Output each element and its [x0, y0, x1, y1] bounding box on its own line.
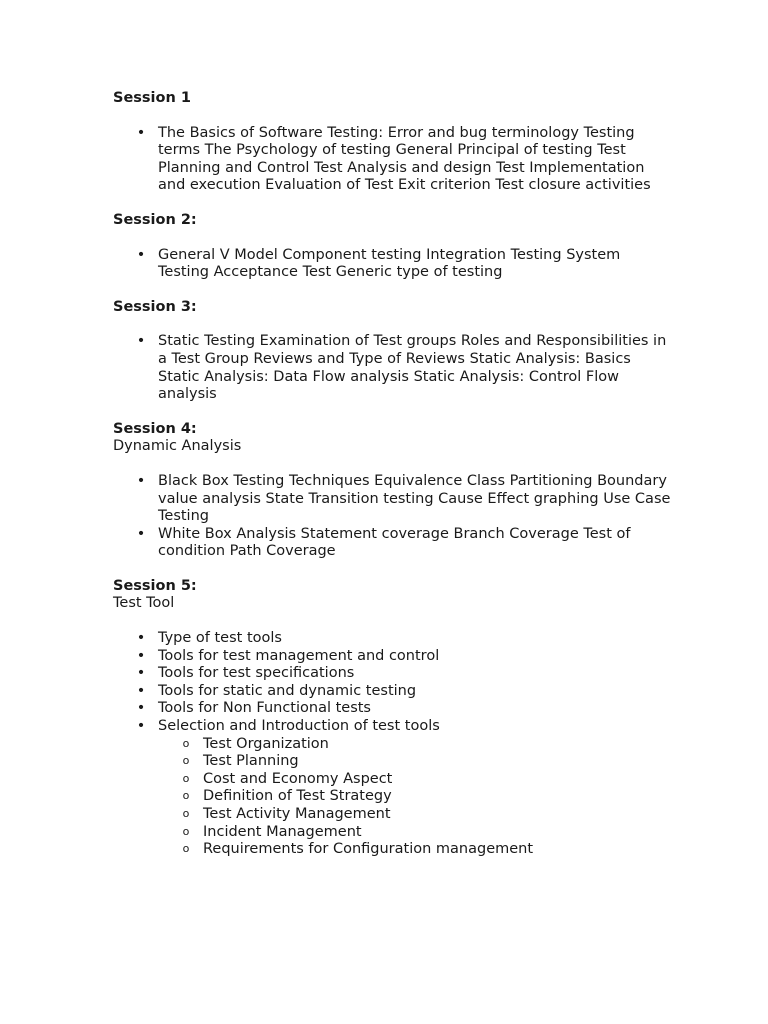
list-item — [113, 333, 673, 403]
circle-bullet-icon: o — [182, 754, 190, 768]
circle-bullet-icon: o — [182, 736, 190, 750]
circle-bullet-icon: o — [182, 789, 190, 803]
session-subtitle: Test Tool — [113, 595, 175, 612]
document-page — [113, 90, 673, 859]
session-3 — [113, 299, 673, 421]
list-item-text: White Box Analysis Statement coverage Branch Coverage Test of condition Path Coverage — [158, 525, 631, 560]
sub-list-item — [158, 771, 673, 789]
sub-list-item — [158, 753, 673, 771]
list-item-text: Type of test tools — [158, 630, 282, 647]
circle-bullet-icon: o — [182, 842, 190, 856]
sub-list-item — [158, 841, 673, 859]
session-heading: Session 4: — [113, 420, 197, 437]
list-item — [113, 526, 673, 561]
bullet-icon: • — [136, 682, 146, 699]
bullet-icon: • — [136, 630, 146, 647]
session-heading: Session 3: — [113, 298, 197, 315]
list-item-text: Tools for static and dynamic testing — [158, 682, 417, 699]
sub-list-item-text: Incident Management — [203, 823, 362, 840]
sub-list-item-text: Cost and Economy Aspect — [203, 770, 393, 787]
session-2 — [113, 212, 673, 299]
list-item — [113, 630, 673, 648]
bullet-icon: • — [136, 700, 146, 717]
bullet-icon: • — [136, 472, 146, 489]
sub-list-item — [158, 736, 673, 754]
sub-list-item-text: Requirements for Configuration management — [203, 841, 534, 858]
sub-list-item — [158, 806, 673, 824]
list-item — [113, 648, 673, 666]
list-item — [113, 125, 673, 195]
bullet-icon: • — [136, 718, 146, 735]
bullet-icon: • — [136, 525, 146, 542]
sub-list-item — [158, 824, 673, 842]
list-item — [113, 683, 673, 701]
bullet-icon: • — [136, 333, 146, 350]
list-item — [113, 700, 673, 718]
list-item-text: Static Testing Examination of Test groups Roles and Responsibilities in a Test Group Reviews and Type of Reviews Static Analysis: Basics Static Analysis: Data Flow analysis Static Analysis: Control Flow analysis — [158, 333, 667, 403]
session-items — [113, 473, 673, 561]
session-subtitle: Dynamic Analysis — [113, 438, 242, 455]
circle-bullet-icon: o — [182, 807, 190, 820]
session-items — [113, 333, 673, 403]
sub-list-item-text: Test Activity Management — [203, 806, 391, 822]
session-5 — [113, 578, 673, 859]
sub-list-item-text: Definition of Test Strategy — [203, 788, 392, 805]
session-1 — [113, 90, 673, 212]
list-item-text: Black Box Testing Techniques Equivalence Class Partitioning Boundary value analysis State Transition testing Cause Effect graphing Use Case Testing — [158, 472, 671, 525]
session-items — [113, 125, 673, 195]
list-item-text: Selection and Introduction of test tools — [158, 718, 440, 735]
sub-list-item-text: Test Planning — [203, 753, 299, 770]
sub-list-item — [158, 788, 673, 806]
session-heading: Session 5: — [113, 577, 197, 594]
bullet-icon: • — [136, 246, 146, 263]
list-item-text: General V Model Component testing Integration Testing System Testing Acceptance Test Generic type of testing — [158, 246, 621, 281]
list-item-text: The Basics of Software Testing: Error and bug terminology Testing terms The Psychology of testing General Principal of testing Test Planning and Control Test Analysis and design Test Implementation and execution Evaluation of Test Exit criterion Test closure activities — [158, 124, 651, 194]
bullet-icon: • — [136, 647, 146, 664]
circle-bullet-icon: o — [182, 771, 190, 785]
session-items — [113, 630, 673, 859]
list-item — [113, 247, 673, 282]
session-items — [113, 247, 673, 282]
bullet-icon: • — [136, 124, 146, 141]
session-heading: Session 1 — [113, 90, 191, 106]
list-item — [113, 718, 673, 859]
sub-list — [158, 736, 673, 859]
list-item — [113, 665, 673, 683]
circle-bullet-icon: o — [182, 824, 190, 838]
list-item-text: Tools for test specifications — [158, 665, 355, 682]
sub-list-item-text: Test Organization — [203, 735, 329, 752]
session-4 — [113, 421, 673, 578]
list-item-text: Tools for test management and control — [158, 647, 440, 664]
list-item — [113, 473, 673, 526]
session-heading: Session 2: — [113, 211, 197, 228]
list-item-text: Tools for Non Functional tests — [158, 700, 371, 717]
bullet-icon: • — [136, 665, 146, 682]
